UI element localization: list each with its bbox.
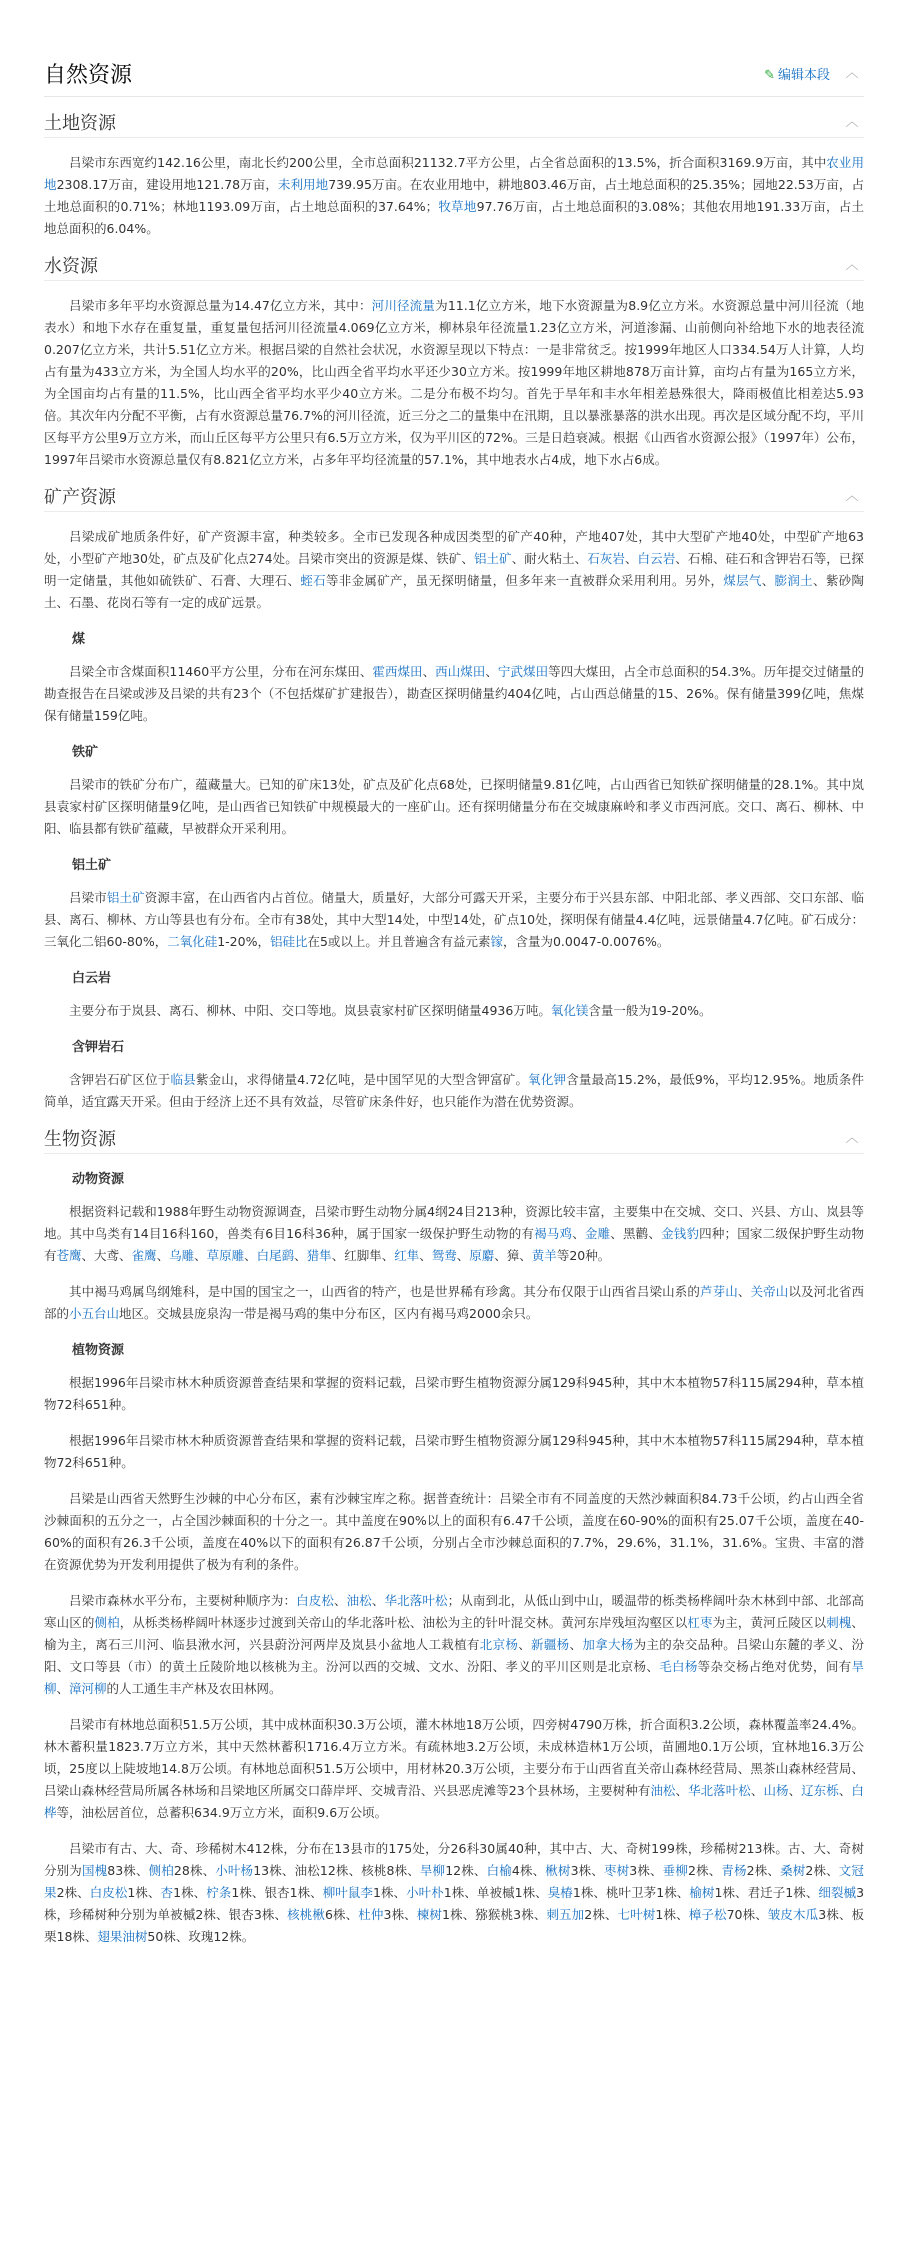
inline-link[interactable]: 乌雕 — [169, 1248, 195, 1263]
paragraph-text: 吕梁市有林地总面积51.5万公顷，其中成林面积30.3万公顷，灌木林地18万公顷，四旁树4790万株，折合面积3.2公顷，森林覆盖率24.4%。林木蓄积量1823.7万立方米，其中天然林蓄积1716.4万立方米。有疏林地3.2万公顷，未成林造林1万公顷，苗圃地0.1万公顷，宜林地16.3万公顷，25度以上陡坡地14.8万公顷。有林地总面积51.5万公顷中，用材林20.3万公顷，主要分布于山西省直关帝山森林经营局、黑茶山森林经营局、吕梁山森林经营局所属各林场和吕梁地区所属交口薛岸坪、交城青沿、兴县恶虎滩等23个县林场，主要树种有 — [44, 1717, 864, 1798]
inline-link[interactable]: 楸树 — [545, 1863, 571, 1878]
inline-link[interactable]: 毛白杨 — [659, 1659, 698, 1674]
inline-link[interactable]: 新疆杨 — [531, 1637, 570, 1652]
paragraph-text: 等非金属矿产，虽无探明储量，但多年来一直被群众采用利用。另外， — [325, 573, 724, 588]
paragraph-text: 吕梁成矿地质条件好，矿产资源丰富，种类较多。全市已发现各种成因类型的矿产40种，产地407处，其中大型矿产地40处，中型矿产地63处，小型矿产地30处，矿点及矿化点274处。吕梁市突出的资源是煤、铁矿、 — [44, 529, 864, 566]
paragraph-text: 2株、 — [746, 1863, 781, 1878]
paragraph-text: 2株、 — [805, 1863, 839, 1878]
inline-link[interactable]: 西山煤田 — [435, 664, 486, 679]
paragraph-text: 吕梁全市含煤面积11460平方公里，分布在河东煤田、 — [69, 664, 373, 679]
inline-link[interactable]: 北京杨 — [479, 1637, 519, 1652]
paragraph-text: 、 — [334, 1593, 347, 1608]
paragraph-text: 1株、桃叶卫茅1株、 — [572, 1885, 690, 1900]
inline-link[interactable]: 芦芽山 — [700, 1284, 738, 1299]
paragraph-text: 3株、 — [570, 1863, 604, 1878]
inline-link[interactable]: 小叶杨 — [215, 1863, 254, 1878]
paragraph-text: 地区。交城县庞泉沟一带是褐马鸡的集中分布区，区内有褐马鸡2000余只。 — [119, 1306, 539, 1321]
inline-link[interactable]: 红隼 — [394, 1248, 420, 1263]
paragraph-text: 70株、 — [726, 1907, 768, 1922]
paragraph-text: 、紫砂陶土、石墨、花岗石等有一定的成矿远景。 — [44, 573, 864, 610]
subheading-animal: 动物资源 — [72, 1172, 125, 1187]
inline-link[interactable]: 牧草地 — [438, 199, 477, 214]
inline-link[interactable]: 柳叶鼠李 — [322, 1885, 373, 1900]
paragraph-text: 、 — [456, 1248, 470, 1263]
subheading-plant: 植物资源 — [72, 1343, 125, 1358]
paragraph-text: 、 — [518, 1637, 532, 1652]
paragraph-text: 12株、 — [445, 1863, 487, 1878]
subheading-bauxite: 铝土矿 — [72, 858, 112, 873]
paragraph-text: 1-20%， — [217, 934, 270, 949]
paragraph-text: 等四大煤田，占全市总面积的54.3%。历年提交过储量的勘查报告在吕梁或涉及吕梁的共有23个（不包括煤矿扩建报告），勘查区探明储量约404亿吨，占山西总储量的15、26%。保有储量399亿吨，焦煤保有储量159亿吨。 — [44, 664, 864, 723]
inline-link[interactable]: 白皮松 — [296, 1593, 335, 1608]
inline-link[interactable]: 山杨 — [763, 1783, 789, 1798]
paragraph-text: 、 — [294, 1248, 307, 1263]
paragraph — [44, 661, 864, 727]
inline-link[interactable]: 杏 — [160, 1885, 174, 1900]
paragraph-text: 2株、 — [584, 1907, 618, 1922]
paragraph-text: 739.95万亩。在农业用地中，耕地803.46万亩，占土地总面积的25.35%；园地22.53万亩，占土地总面积的0.71%；林地1193.09万亩，占土地总面积的37.64%； — [44, 177, 864, 214]
inline-link[interactable]: 河川径流量 — [371, 298, 436, 313]
paragraph-text: 83株、 — [107, 1863, 149, 1878]
paragraph-text: 、 — [244, 1248, 257, 1263]
paragraph — [44, 1714, 864, 1824]
inline-link[interactable]: 二氧化硅 — [167, 934, 218, 949]
paragraph-text: 等20种。 — [556, 1248, 611, 1263]
paragraph-text: 3株、 — [629, 1863, 663, 1878]
paragraph-text: 、 — [422, 664, 436, 679]
inline-link[interactable]: 侧柏 — [148, 1863, 174, 1878]
inline-link[interactable]: 小五台山 — [69, 1306, 120, 1321]
paragraph-text: 等，油松居首位，总蓄积634.9万立方米，面积9.6万公顷。 — [56, 1805, 388, 1820]
inline-link[interactable]: 油松 — [346, 1593, 372, 1608]
paragraph-text: 、 — [675, 1783, 689, 1798]
paragraph-text: 、耐火粘土、 — [511, 551, 588, 566]
paragraph-text: 紫金山，求得储量4.72亿吨，是中国罕见的大型含钾富矿。 — [195, 1072, 529, 1087]
inline-link[interactable]: 楝树 — [416, 1907, 443, 1922]
subheading-potash: 含钾岩石 — [72, 1040, 125, 1055]
paragraph-text: 3株、板栗18株、 — [44, 1907, 865, 1944]
inline-link[interactable]: 细裂槭 — [818, 1885, 857, 1900]
paragraph — [44, 1488, 864, 1576]
paragraph-text: 1株、猕猴桃3株、 — [442, 1907, 547, 1922]
paragraph-text: 资源丰富，在山西省内占首位。储量大，质量好，大部分可露天开采，主要分布于兴县东部、中阳北部、孝义西部、交口东部、临县、离石、柳林、方山等县也有分布。全市有38处，其中大型14处，中型14处，矿点10处，探明保有储量4.4亿吨，远景储量4.7亿吨。矿石成分：三氧化二铝60-80%， — [44, 890, 864, 949]
paragraph-text: 1株、 — [655, 1907, 689, 1922]
inline-link[interactable]: 柠条 — [206, 1885, 232, 1900]
inline-link[interactable]: 漳河柳 — [69, 1681, 107, 1696]
inline-link[interactable]: 旱柳 — [419, 1863, 446, 1878]
inline-link[interactable]: 加拿大杨 — [582, 1637, 634, 1652]
paragraph — [44, 1372, 864, 1416]
paragraph-text: 含钾岩石矿区位于 — [69, 1072, 171, 1087]
inline-link[interactable]: 樟子松 — [688, 1907, 727, 1922]
paragraph — [44, 1590, 864, 1700]
article-body — [44, 0, 864, 1948]
paragraph-text: 、 — [371, 1593, 385, 1608]
paragraph — [44, 887, 864, 953]
inline-link[interactable]: 翅果油树 — [97, 1929, 148, 1944]
paragraph-text: 主要分布于岚县、离石、柳林、中阳、交口等地。岚县袁家村矿区探明储量4936万吨。 — [69, 1003, 551, 1018]
inline-link[interactable]: 氧化钾 — [528, 1072, 567, 1087]
paragraph-text: 含量最高15.2%，最低9%，平均12.95%。地质条件简单，适宜露天开采。但由于经济上还不具有效益，尽管矿床条件好，也只能作为潜在优势资源。 — [44, 1072, 864, 1109]
paragraph-text: 、 — [838, 1783, 852, 1798]
paragraph — [44, 1201, 864, 1267]
inline-link[interactable]: 油松 — [650, 1783, 676, 1798]
paragraph-text: 为主的杂交品种。吕梁山东麓的孝义、汾阳、文口等县（市）的黄土丘陵阶地以核桃为主。汾河以西的交城、文水、汾阳、孝义的平川区则是北京杨、 — [44, 1637, 864, 1674]
paragraph-text: 为主，黄河丘陵区以 — [712, 1615, 827, 1630]
paragraph-text: 吕梁市多年平均水资源总量为14.47亿立方米，其中： — [69, 298, 372, 313]
paragraph-text: 、 — [194, 1248, 207, 1263]
inline-link[interactable]: 黄羊 — [531, 1248, 557, 1263]
paragraph-text: 4株、 — [511, 1863, 546, 1878]
paragraph-text: 、 — [761, 573, 775, 588]
paragraph — [44, 526, 864, 614]
inline-link[interactable]: 苍鹰 — [56, 1248, 82, 1263]
inline-link[interactable]: 铝硅比 — [269, 934, 308, 949]
paragraph-text: 、 — [569, 1637, 583, 1652]
inline-link[interactable]: 铝土矿 — [106, 890, 145, 905]
paragraph-text: 1株、 — [173, 1885, 207, 1900]
inline-link[interactable]: 雀鹰 — [131, 1248, 157, 1263]
paragraph — [44, 1000, 864, 1022]
collapse-icon[interactable]: ︿ — [845, 1131, 859, 1146]
inline-link[interactable]: 氧化镁 — [550, 1003, 589, 1018]
inline-link[interactable]: 原麝 — [469, 1248, 495, 1263]
subsection-header-bio — [44, 1121, 864, 1154]
inline-link[interactable]: 白尾鹞 — [256, 1248, 295, 1263]
inline-link[interactable]: 杠枣 — [687, 1615, 713, 1630]
inline-link[interactable]: 核桃楸 — [287, 1907, 325, 1922]
inline-link[interactable]: 旱柳 — [44, 1659, 864, 1696]
inline-link[interactable]: 臭椿 — [547, 1885, 573, 1900]
paragraph-text: 的人工通生丰产林及农田林网。 — [106, 1681, 282, 1696]
inline-link[interactable]: 国槐 — [81, 1863, 108, 1878]
inline-link[interactable]: 辽东栎 — [801, 1783, 839, 1798]
paragraph-text: 6株、 — [324, 1907, 359, 1922]
inline-link[interactable]: 白云岩 — [637, 551, 676, 566]
paragraph-text: 97.76万亩，占土地总面积的3.08%；其他农用地191.33万亩，占土地总面积的6.04%。 — [44, 199, 864, 236]
paragraph-text: 、獐、 — [494, 1248, 532, 1263]
inline-link[interactable]: 宁武煤田 — [497, 664, 549, 679]
paragraph-text: 2株、 — [56, 1885, 90, 1900]
inline-link[interactable]: 农业用地 — [44, 155, 864, 192]
paragraph-text: 3株、 — [383, 1907, 417, 1922]
paragraph-text: ，从栎类杨桦阔叶林逐步过渡到关帝山的华北落叶松、油松为主的针叶混交林。黄河东岸残垣沟壑区以 — [119, 1615, 688, 1630]
paragraph-text: 在5或以上。并且普遍含有益元素 — [307, 934, 491, 949]
inline-link[interactable]: 煤层气 — [723, 573, 762, 588]
inline-link[interactable]: 猎隼 — [306, 1248, 332, 1263]
paragraph-text: 、 — [419, 1248, 432, 1263]
inline-link[interactable]: 侧柏 — [94, 1615, 120, 1630]
paragraph-text: 其中褐马鸡属鸟纲雉科，是中国的国宝之一，山西省的特产，也是世界稀有珍禽。其分布仅限于山西省吕梁山系的 — [69, 1284, 700, 1299]
inline-link[interactable]: 关帝山 — [750, 1284, 789, 1299]
inline-link[interactable]: 铝土矿 — [473, 551, 512, 566]
subsection-title-land: 土地资源 — [44, 113, 116, 134]
pencil-icon: ✎ — [764, 68, 775, 83]
inline-link[interactable]: 刺五加 — [546, 1907, 585, 1922]
inline-link[interactable]: 枣树 — [603, 1863, 630, 1878]
paragraph-text: 2株、 — [687, 1863, 722, 1878]
paragraph-text: 根据资料记载和1988年野生动物资源调查，吕梁市野生动物分属4纲24目213种，资源比较丰富，主要集中在交城、交口、兴县、方山、岚县等地。其中鸟类有14目16科160，兽类有6目16科36种，属于国家一级保护野生动物的有 — [44, 1204, 864, 1241]
inline-link[interactable]: 蛭石 — [300, 573, 326, 588]
paragraph-text: 含量一般为19-20%。 — [588, 1003, 712, 1018]
paragraph-text: 吕梁市 — [69, 890, 107, 905]
subsection-title-bio: 生物资源 — [44, 1129, 116, 1150]
subsection-header-land — [44, 105, 864, 138]
paragraph-text: 3株，珍稀树种分别为单被槭2株、银杏3株、 — [44, 1885, 865, 1922]
paragraph-text: 等杂交杨占绝对优势，间有 — [697, 1659, 852, 1674]
page-title: 自然资源 — [44, 63, 133, 88]
paragraph-text: 、榆为主，离石三川河、临县湫水河，兴县蔚汾河两岸及岚县小盆地人工栽植有 — [44, 1615, 864, 1652]
paragraph-text: 、大鸢、 — [81, 1248, 132, 1263]
paragraph-text: 2308.17万亩，建设用地121.78万亩， — [56, 177, 278, 192]
inline-link[interactable]: 鸳鸯 — [431, 1248, 457, 1263]
paragraph-text: 1株、 — [127, 1885, 161, 1900]
paragraph — [44, 152, 864, 240]
collapse-icon[interactable]: ︿ — [845, 258, 859, 273]
inline-link[interactable]: 华北落叶松 — [384, 1593, 448, 1608]
paragraph — [44, 1069, 864, 1113]
inline-link[interactable]: 白桦 — [44, 1783, 864, 1820]
inline-link[interactable]: 白皮松 — [89, 1885, 128, 1900]
paragraph-text: 28株、 — [173, 1863, 216, 1878]
collapse-icon[interactable]: ︿ — [845, 66, 859, 81]
inline-link[interactable]: 白榆 — [486, 1863, 512, 1878]
paragraph-text: 、 — [788, 1783, 802, 1798]
paragraph-text: 、 — [156, 1248, 170, 1263]
paragraph — [44, 295, 864, 471]
inline-link[interactable]: 华北落叶松 — [688, 1783, 751, 1798]
subsection-header-water — [44, 248, 864, 281]
paragraph-text: 根据1996年吕梁市林木种质资源普查结果和掌握的资料记载，吕梁市野生植物资源分属129科945种，其中木本植物57科115属294种，草本植物72科651种。 — [44, 1375, 864, 1412]
paragraph-text: 根据1996年吕梁市林木种质资源普查结果和掌握的资料记载，吕梁市野生植物资源分属129科945种，其中木本植物57科115属294种，草本植物72科651种。 — [44, 1433, 864, 1470]
inline-link[interactable]: 垂柳 — [662, 1863, 688, 1878]
paragraph — [44, 1430, 864, 1474]
paragraph-text: ；从南到北，从低山到中山，暖温带的栎类杨桦阔叶杂木林到中部、北部高寒山区的 — [44, 1593, 864, 1630]
inline-link[interactable]: 临县 — [170, 1072, 196, 1087]
collapse-icon[interactable]: ︿ — [845, 489, 859, 504]
paragraph-text: 、 — [624, 551, 638, 566]
inline-link[interactable]: 青杨 — [721, 1863, 747, 1878]
paragraph-text: ，含量为0.0047-0.0076%。 — [502, 934, 670, 949]
paragraph-text: 为11.1亿立方米，地下水资源量为8.9亿立方米。水资源总量中河川径流（地表水）和地下水存在重复量，重复量包括河川径流量4.069亿立方米，柳林泉年径流量1.23亿立方米，河道渗漏、山前侧向补给地下水的地表径流0.207亿立方米，共计5.51亿立方米。根据吕梁的自然社会状况，水资源呈现以下特点：一是非常贫乏。按1999年地区人口334.54万人计算，人均占有量为433立方米，为全国人均水平的20%，比山西全省平均水平还少30立方米。按1999年地区耕地878万亩计算，亩均占有量为165立方米，为全国亩均占有量的11.5%，比山西全省平均水平少40立方米。二是分布极不均匀。首先于旱年和丰水年相差悬殊很大，降雨极值比相差达5.93倍。其次年内分配不平衡，占有水资源总量76.7%的河川径流，近三分之二的量集中在汛期，且以暴涨暴落的洪水出现。再次是区域分配不均，平川区每平方公里9万立方米，而山丘区每平方公里只有6.5万立方米，仅为平川区的72%。三是日趋衰减。根据《山西省水资源公报》（1997年）公布，1997年吕梁市水资源总量仅有8.821亿立方米，占多年平均径流量的57.1%，其中地表水占4成，地下水占6成。 — [44, 298, 864, 467]
paragraph-text: 1株、 — [372, 1885, 407, 1900]
subsection-header-mineral — [44, 479, 864, 512]
inline-link[interactable]: 小叶朴 — [406, 1885, 444, 1900]
inline-link[interactable]: 皱皮木瓜 — [767, 1907, 819, 1922]
paragraph-text: 、 — [572, 1226, 585, 1241]
inline-link[interactable]: 刺槐 — [826, 1615, 852, 1630]
paragraph-text: 1株、银杏1株、 — [231, 1885, 323, 1900]
paragraph-text: 50株、玫瑰12株。 — [147, 1929, 255, 1944]
inline-link[interactable]: 金雕 — [584, 1226, 611, 1241]
inline-link[interactable]: 文冠果 — [44, 1863, 864, 1900]
section-header — [44, 56, 864, 97]
inline-link[interactable]: 膨润土 — [774, 573, 813, 588]
subsection-title-mineral: 矿产资源 — [44, 487, 116, 508]
inline-link[interactable]: 七叶树 — [617, 1907, 656, 1922]
inline-link[interactable]: 杜仲 — [358, 1907, 384, 1922]
edit-section-button[interactable]: ✎ 编辑本段 — [764, 68, 830, 83]
paragraph-text: 、黑鹳、 — [610, 1226, 662, 1241]
paragraph-text: 、红脚隼、 — [331, 1248, 395, 1263]
subheading-iron: 铁矿 — [72, 745, 99, 760]
inline-link[interactable]: 金钱豹 — [661, 1226, 700, 1241]
collapse-icon[interactable]: ︿ — [845, 115, 859, 130]
paragraph-text: 吕梁市东西宽约142.16公里，南北长约200公里，全市总面积21132.7平方公里，占全省总面积的13.5%，折合面积3169.9万亩，其中 — [69, 155, 827, 170]
subheading-dolomite: 白云岩 — [72, 971, 112, 986]
paragraph-text: 吕梁市的铁矿分布广，蕴藏量大。已知的矿床13处，矿点及矿化点68处，已探明储量9.81亿吨，占山西省已知铁矿探明储量的28.1%。其中岚县袁家村矿区探明储量9亿吨，是山西省已知铁矿中规模最大的一座矿山。还有探明储量分布在交城康麻岭和孝义市西河底。交口、离石、柳林、中阳、临县都有铁矿蕴藏，早被群众开采利用。 — [44, 777, 864, 836]
paragraph-text: 四种；国家二级保护野生动物有 — [44, 1226, 864, 1263]
inline-link[interactable]: 镓 — [490, 934, 503, 949]
inline-link[interactable]: 霍西煤田 — [372, 664, 423, 679]
paragraph-text: 、 — [56, 1681, 70, 1696]
paragraph — [44, 774, 864, 840]
paragraph-text: 、 — [750, 1783, 764, 1798]
paragraph-text: 吕梁是山西省天然野生沙棘的中心分布区，素有沙棘宝库之称。据普查统计：吕梁全市有不同盖度的天然沙棘面积84.73千公顷，约占山西全省沙棘面积的五分之一，占全国沙棘面积的十分之一。其中盖度在90%以上的面积有6.47千公顷，盖度在60-90%的面积有25.07千公顷，盖度在40-60%的面积有26.3千公顷，盖度在40%以下的面积有26.87千公顷，分别占全市沙棘总面积的7.7%，29.6%，31.1%，31.6%。宝贵、丰富的潜在资源优势为开发利用提供了极为有利的条件。 — [44, 1491, 864, 1572]
inline-link[interactable]: 榆树 — [689, 1885, 715, 1900]
paragraph-text: 、 — [485, 664, 498, 679]
subheading-coal: 煤 — [72, 632, 86, 647]
paragraph-text: 、 — [737, 1284, 751, 1299]
subsection-title-water: 水资源 — [44, 256, 98, 277]
paragraph-text: 以及河北省西部的 — [44, 1284, 864, 1321]
paragraph-text: 吕梁市有古、大、奇、珍稀树木412株，分布在13县市的175处，分26科30属40种，其中古、大、奇树199株，珍稀树213株。古、大、奇树分别为 — [44, 1841, 864, 1878]
inline-link[interactable]: 草原雕 — [206, 1248, 245, 1263]
paragraph-text: 13株、油松12株、核桃8株、 — [253, 1863, 420, 1878]
inline-link[interactable]: 褐马鸡 — [534, 1226, 573, 1241]
inline-link[interactable]: 石灰岩 — [587, 551, 625, 566]
paragraph-text: 1株、单被槭1株、 — [443, 1885, 548, 1900]
inline-link[interactable]: 桑树 — [780, 1863, 806, 1878]
inline-link[interactable]: 未利用地 — [277, 177, 329, 192]
paragraph-text: 1株、君迁子1株、 — [714, 1885, 819, 1900]
paragraph — [44, 1281, 864, 1325]
paragraph — [44, 1838, 864, 1948]
paragraph-text: 吕梁市森林水平分布，主要树种顺序为： — [69, 1593, 297, 1608]
paragraph-text: 、石棉、硅石和含钾岩石等，已探明一定储量，其他如硫铁矿、石膏、大理石、 — [44, 551, 864, 588]
